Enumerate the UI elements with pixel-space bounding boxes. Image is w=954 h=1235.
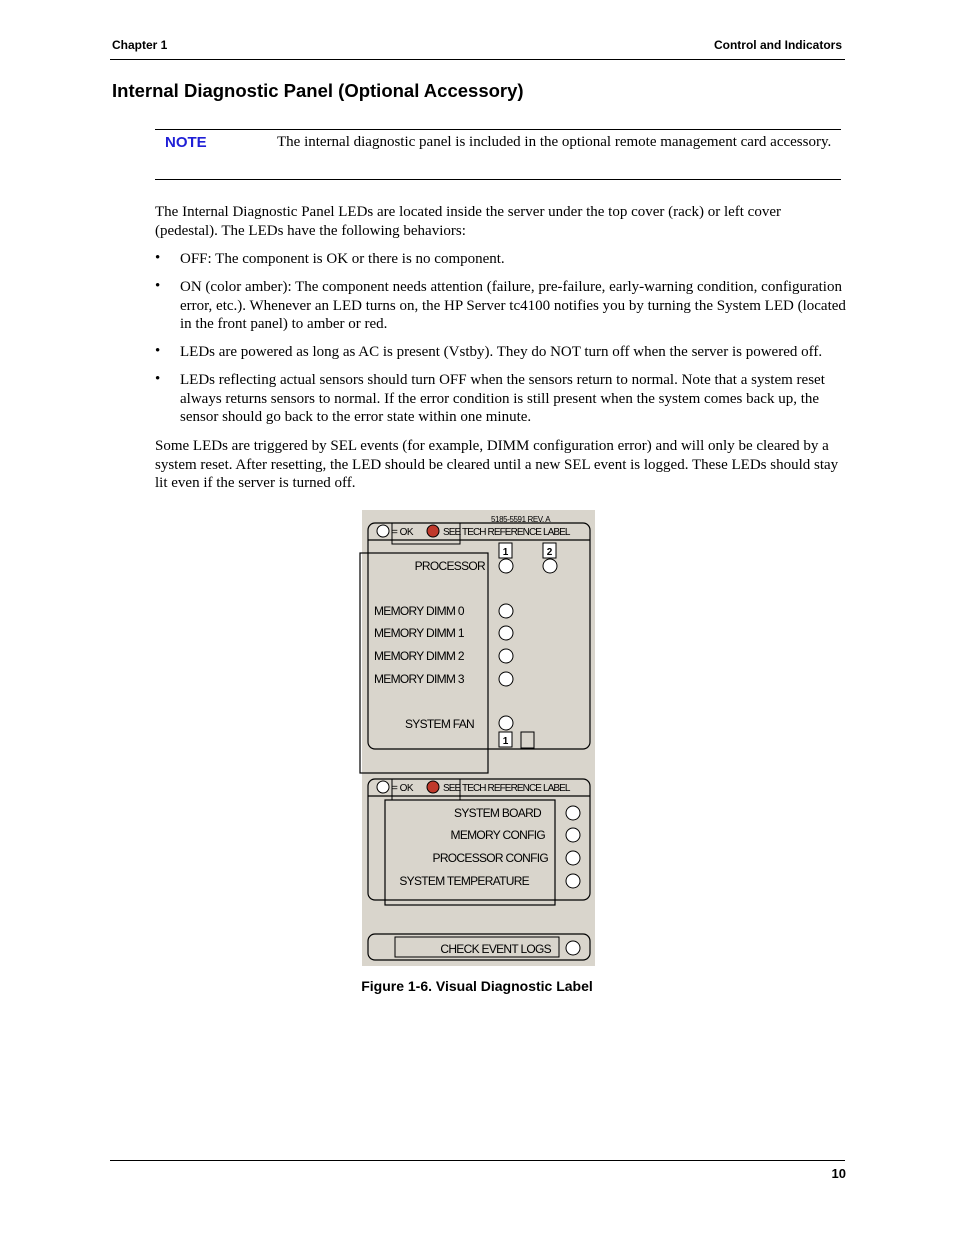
page-title: Internal Diagnostic Panel (Optional Accessory) xyxy=(112,80,524,101)
processor-2-number: 2 xyxy=(546,547,553,558)
processor-label: PROCESSOR xyxy=(414,559,485,573)
chapter-header: Chapter 1 xyxy=(112,38,168,52)
legend-ok-text: = OK xyxy=(392,783,414,794)
bullet-dot: • xyxy=(155,371,161,387)
note-text: The internal diagnostic panel is included in the optional remote management card accessory. xyxy=(277,134,832,150)
bullet-dot: • xyxy=(155,343,161,359)
bullet-dot: • xyxy=(155,278,161,294)
memory-config-led xyxy=(566,828,580,842)
legend-see-text: SEE TECH REFERENCE LABEL xyxy=(443,527,570,538)
system-temperature-led xyxy=(566,874,580,888)
led-alert-legend-icon xyxy=(427,525,439,537)
bullet-item: ON (color amber): The component needs attention (failure, pre-failure, early-warning condition, configuration error, etc.). Whenever an LED turns on, the HP Server tc4100 notifies you by turning the System LED (located in the front panel) to amber or red. xyxy=(180,279,846,333)
memory-dimm-2-label: MEMORY DIMM 2 xyxy=(374,649,464,663)
bullet-item: LEDs reflecting actual sensors should turn OFF when the sensors return to normal. Note that a system reset always returns sensors to normal. If the error condition is still present when the system comes back up, the sensor should go back to the error state within one minute. xyxy=(180,372,825,426)
memory-dimm-1-label: MEMORY DIMM 1 xyxy=(374,626,464,640)
processor-config-label: PROCESSOR CONFIG xyxy=(432,851,548,865)
system-board-label: SYSTEM BOARD xyxy=(454,806,541,820)
system-board-led xyxy=(566,806,580,820)
bullet-dot: • xyxy=(155,250,161,266)
memory-dimm-2-led xyxy=(499,649,513,663)
memory-dimm-3-led xyxy=(499,672,513,686)
memory-config-label: MEMORY CONFIG xyxy=(450,828,545,842)
header-rule xyxy=(110,59,845,60)
figure-caption: Figure 1-6. Visual Diagnostic Label xyxy=(361,978,593,994)
led-ok-legend-icon xyxy=(377,525,389,537)
section-header: Control and Indicators xyxy=(713,38,842,52)
legend-see-text: SEE TECH REFERENCE LABEL xyxy=(443,783,570,794)
processor-1-led xyxy=(499,559,513,573)
system-fan-label: SYSTEM FAN xyxy=(404,717,474,731)
footer-rule xyxy=(110,1160,845,1161)
note-label: NOTE xyxy=(165,134,207,151)
fan-number: 1 xyxy=(502,736,509,747)
processor-1-number: 1 xyxy=(502,547,509,558)
led-ok-legend-icon xyxy=(377,781,389,793)
system-temperature-label: SYSTEM TEMPERATURE xyxy=(399,874,529,888)
legend-ok-text: = OK xyxy=(392,527,414,538)
check-event-logs-label: CHECK EVENT LOGS xyxy=(440,942,551,956)
diagnostic-label-figure xyxy=(358,510,598,968)
closing-paragraph: Some LEDs are triggered by SEL events (for example, DIMM configuration error) and will only be cleared by a system reset. After resetting, the LED should be cleared until a new SEL event is logged. These LEDs should stay lit even if the server is turned off. xyxy=(155,438,839,492)
page-number: 10 xyxy=(831,1166,846,1181)
bullet-item: OFF: The component is OK or there is no component. xyxy=(180,251,505,267)
memory-dimm-3-label: MEMORY DIMM 3 xyxy=(374,672,464,686)
part-number: 5185-5591 REV. A xyxy=(491,515,551,524)
processor-config-led xyxy=(566,851,580,865)
led-alert-legend-icon xyxy=(427,781,439,793)
processor-2-led xyxy=(543,559,557,573)
bullet-item: LEDs are powered as long as AC is present (Vstby). They do NOT turn off when the server is powered off. xyxy=(180,344,823,360)
intro-paragraph: The Internal Diagnostic Panel LEDs are located inside the server under the top cover (rack) or left cover (pedestal). The LEDs have the following behaviors: xyxy=(155,204,781,239)
check-event-logs-led xyxy=(566,941,580,955)
label-background xyxy=(362,510,595,966)
note-bottom-rule xyxy=(155,179,841,180)
memory-dimm-0-label: MEMORY DIMM 0 xyxy=(374,604,464,618)
memory-dimm-1-led xyxy=(499,626,513,640)
system-fan-led xyxy=(499,716,513,730)
note-top-rule xyxy=(155,129,841,130)
memory-dimm-0-led xyxy=(499,604,513,618)
